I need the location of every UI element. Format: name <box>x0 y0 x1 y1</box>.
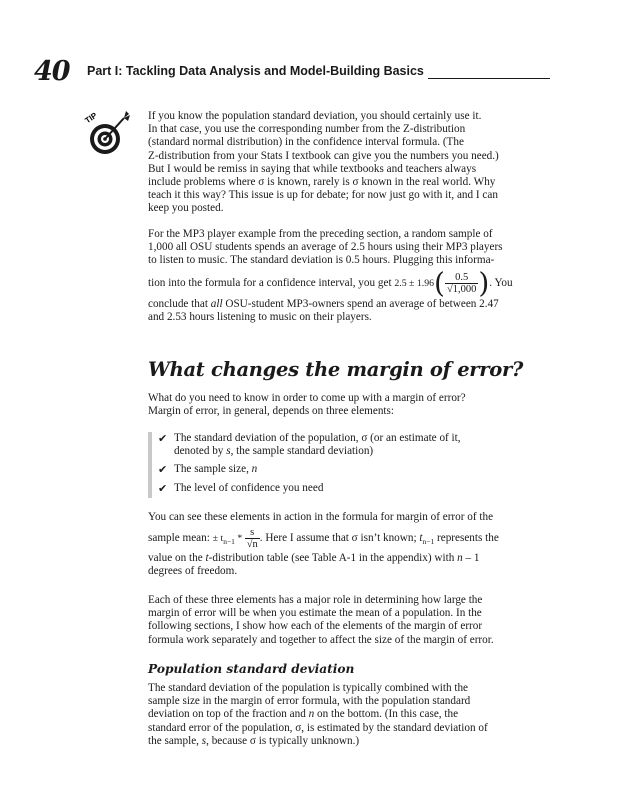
section-heading: What changes the margin of error? <box>148 358 524 381</box>
list-item: ✔ The level of confidence you need <box>158 481 324 495</box>
moe-fraction: $\frac{s}{√n}$ <box>246 527 258 551</box>
ci-formula: 2.5 ± 1.96 <box>394 277 435 289</box>
list-item: ✔ The standard deviation of the population, σ (or an estimate of it, denoted by s, the sample standard deviation) <box>158 432 461 458</box>
population-sd-paragraph: The standard deviation of the population is typically combined with the sample size in the margin of error formula, with the population standard deviation on top of the fraction and n on the bottom. (In this case, the standard error of the population, σ, is estimated by the standard deviation of the sample, s, because σ is typically unknown.) <box>148 682 488 747</box>
ci-fraction: $\frac{0.5}{√1,000}$ <box>446 271 477 295</box>
bullet-list-bar <box>148 432 152 498</box>
subsection-heading: Population standard deviation <box>148 662 355 676</box>
check-icon: ✔ <box>158 432 168 445</box>
elements-paragraph: Each of these three elements has a major role in determining how large the margin of error will be when you estimate the mean of a population. In the following sections, I show how each of the elements of the margin of error formula work separately and together to affect the size of the margin of error. <box>148 594 494 646</box>
page-number: 40 <box>34 56 70 87</box>
margin-formula-paragraph: You can see these elements in action in the formula for margin of error of the sample mean: ± $t_{n-1}$ * $\frac{s}{√n}$ . Here I assume that σ isn’t known; $t_{n-1}$ represents the value on the t-distribution table (see Table A-1 in the appendix) with n – 1 degrees of freedom. <box>148 511 499 578</box>
running-head: Part I: Tackling Data Analysis and Model-Building Basics <box>87 64 424 78</box>
check-icon: ✔ <box>158 481 168 495</box>
moe-formula: ± $t_{n-1}$ * <box>212 533 245 547</box>
bullet-list <box>158 432 552 500</box>
tip-paragraph: If you know the population standard deviation, you should certainly use it. In that case, you use the corresponding number from the Z-distribution (standard normal distribution) in the confidence interval formula. (The Z-distribution from your Stats I textbook can give you the numbers you need.) But I would be remiss in saying that while textbooks and teachers always include problems where σ is known, rarely is σ known in the real world. Why teach it this way? This issue is up for debate; for now just go with it, and I can keep you posted. <box>148 110 499 215</box>
check-icon: ✔ <box>158 463 168 477</box>
header-rule <box>428 78 550 79</box>
tip-label: TIP <box>83 110 99 126</box>
section-intro: What do you need to know in order to come up with a margin of error? Margin of error, in general, depends on three elements: <box>148 392 466 418</box>
list-item: ✔ The sample size, n <box>158 463 258 477</box>
mp3-example-paragraph: For the MP3 player example from the preceding section, a random sample of 1,000 all OSU students spends an average of 2.5 hours using their MP3 players to listen to music. The standard deviation is 0.5 hours. Plugging this informa- tion into the formula for a confidence interval, you get 2.5 ± 1.96( $\frac{0.5}{√1,000}$ ). You conclude that all OSU-student MP3-owners spend an average of between 2.47 and 2.53 hours listening to music on their players. <box>148 228 513 323</box>
tip-target-icon <box>80 106 136 162</box>
